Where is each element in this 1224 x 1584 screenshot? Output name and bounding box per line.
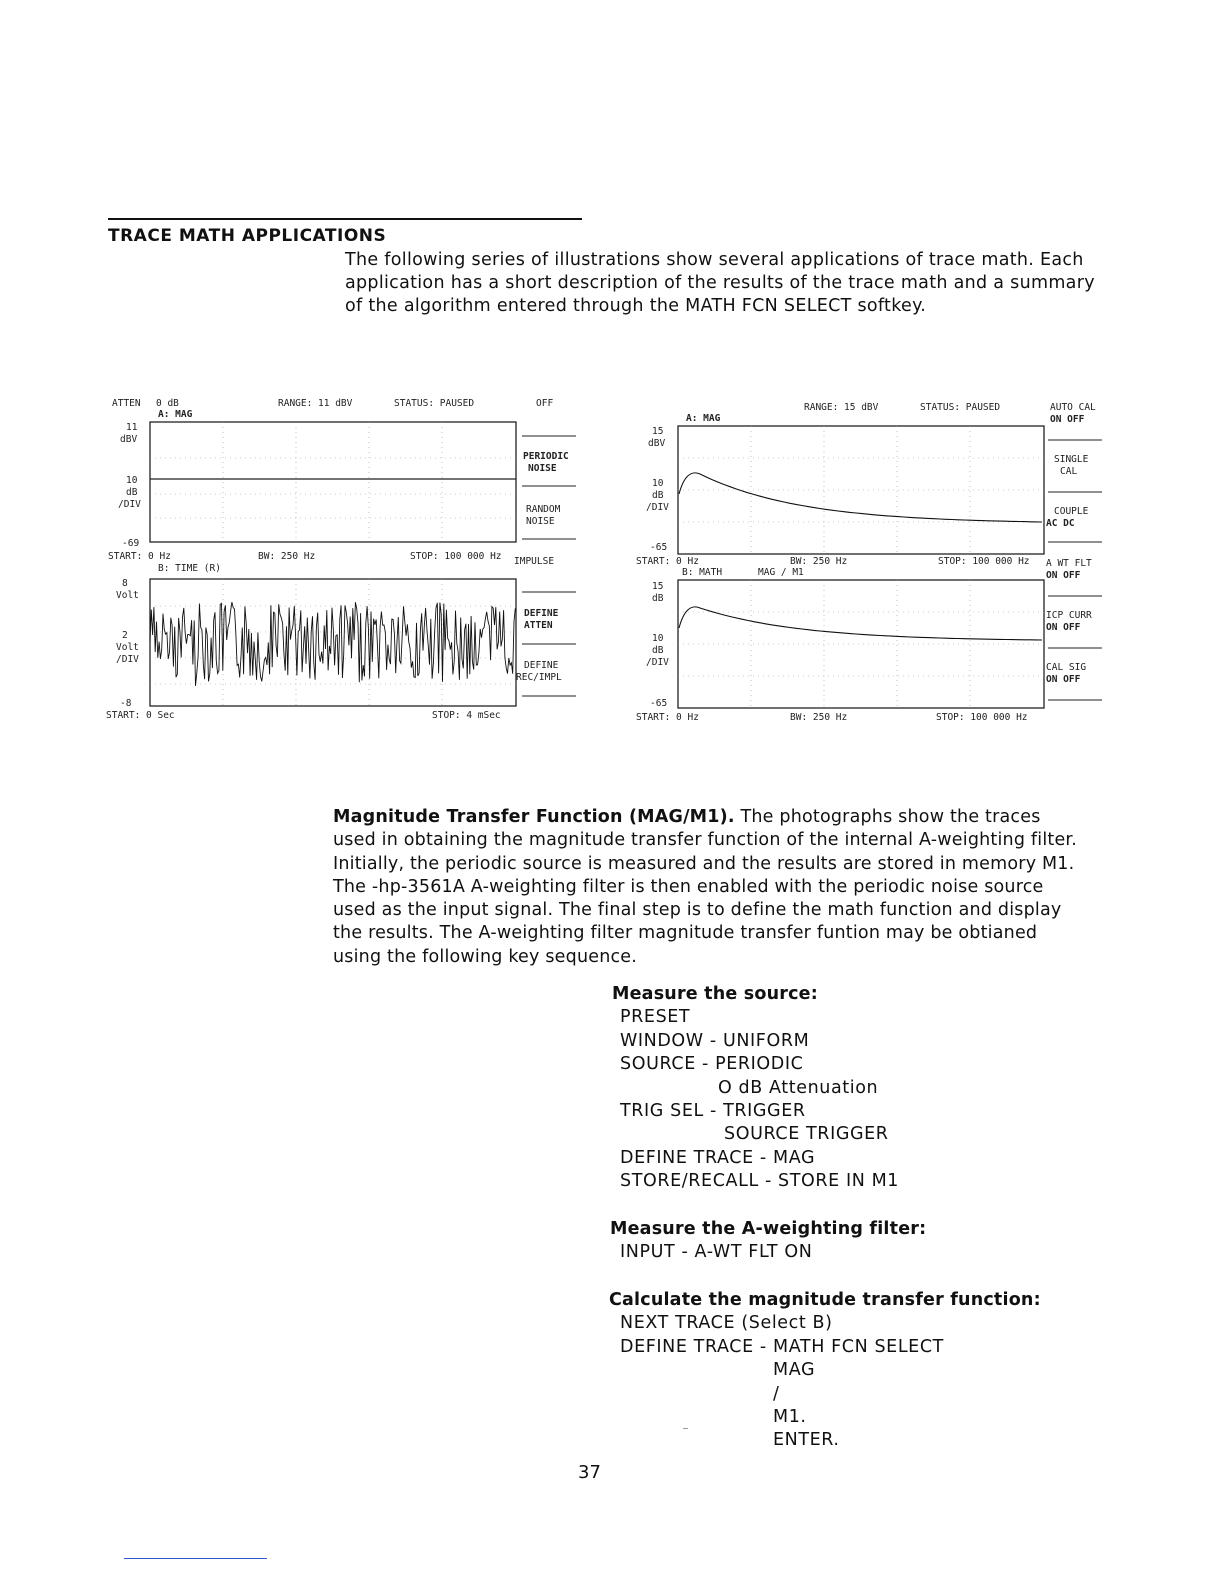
description-paragraph (333, 806, 1078, 969)
step-measure-source-title: Measure the source: (612, 984, 818, 1004)
right-a-div-value: 10 (652, 478, 664, 489)
key-line: NEXT TRACE (Select B) (620, 1313, 833, 1334)
right-trace-b-label: B: MATH (682, 567, 723, 578)
right-b-div-unit1: dB (652, 645, 664, 656)
softkey-random-noise-line1[interactable]: RANDOM (526, 504, 561, 515)
left-a-div-unit1: dB (126, 487, 138, 498)
right-b-top-unit: dB (652, 593, 664, 604)
key-line: ENTER. (773, 1430, 840, 1451)
softkey-cal-sig[interactable]: CAL SIG (1046, 662, 1087, 673)
scan-mark (683, 1428, 688, 1429)
softkey-a-wt-flt-state[interactable]: ON OFF (1046, 570, 1081, 581)
step-measure-source (612, 983, 899, 1194)
key-line: / (773, 1383, 780, 1404)
key-line: MAG (773, 1360, 816, 1381)
right-b-bw: BW: 250 Hz (790, 712, 848, 723)
softkey-random-noise-line2[interactable]: NOISE (526, 516, 555, 527)
left-b-start: START: 0 Sec (106, 710, 175, 721)
left-status: STATUS: PAUSED (394, 398, 475, 409)
softkey-couple[interactable]: COUPLE (1054, 506, 1089, 517)
step-calculate-title: Calculate the magnitude transfer function: (609, 1290, 1041, 1310)
left-a-bw: BW: 250 Hz (258, 551, 316, 562)
left-a-top-value: 11 (126, 422, 138, 433)
key-line: INPUT - A-WT FLT ON (620, 1242, 813, 1263)
right-b-bottom: -65 (650, 698, 668, 709)
left-noise-trace (150, 602, 515, 686)
analyzer-screen-right (632, 400, 1102, 730)
softkey-impulse[interactable]: IMPULSE (514, 556, 555, 567)
analyzer-screen-left (106, 396, 576, 726)
key-line: SOURCE TRIGGER (724, 1124, 889, 1145)
left-trace-a-label: A: MAG (158, 409, 193, 420)
left-a-stop: STOP: 100 000 Hz (410, 551, 502, 562)
key-line: TRIG SEL - TRIGGER (620, 1101, 806, 1122)
right-screen-graphics (632, 400, 1102, 730)
description-title: Magnitude Transfer Function (MAG/M1). (333, 807, 735, 827)
left-b-div-unit2: /DIV (116, 654, 139, 665)
key-line: WINDOW - UNIFORM (620, 1030, 810, 1051)
softkey-a-wt-flt[interactable]: A WT FLT (1046, 558, 1092, 569)
right-trace-a-label: A: MAG (686, 413, 721, 424)
softkey-define-rec-impl-line2[interactable]: REC/IMPL (516, 672, 562, 683)
right-a-top-value: 15 (652, 426, 664, 437)
right-trace-b-box (678, 580, 1044, 708)
left-a-div-value: 10 (126, 475, 138, 486)
left-range: RANGE: 11 dBV (278, 398, 353, 409)
description-text: The photographs show the traces used in obtaining the magnitude transfer function of the internal A-weighting filter. Initially, the periodic source is measured and the results are stored in memory M1. The -hp-3561A A-weighting filter is then enabled with the periodic noise source used as the input signal. The final step is to define the math function and display the results. The A-weighting filter magnitude transfer funtion may be obtianed using the following key sequence. (333, 807, 1077, 967)
key-line: M1. (773, 1407, 807, 1428)
left-trace-b-label: B: TIME (R) (158, 563, 221, 574)
right-range: RANGE: 15 dBV (804, 402, 879, 413)
left-a-bottom: -69 (122, 538, 140, 549)
softkey-icp-curr-state[interactable]: ON OFF (1046, 622, 1081, 633)
key-line: DEFINE TRACE - MATH FCN SELECT (620, 1336, 944, 1357)
left-atten-value: 0 dB (156, 398, 179, 409)
right-status: STATUS: PAUSED (920, 402, 1001, 413)
right-a-top-unit: dBV (648, 438, 666, 449)
right-trace-b-function: MAG / M1 (758, 567, 804, 578)
section-title: TRACE MATH APPLICATIONS (108, 226, 387, 246)
softkey-couple-state[interactable]: AC DC (1046, 518, 1075, 529)
softkey-periodic-noise-line2[interactable]: NOISE (528, 463, 557, 474)
left-screen-graphics (106, 396, 576, 726)
right-b-div-unit2: /DIV (646, 657, 669, 668)
right-a-stop: STOP: 100 000 Hz (938, 556, 1030, 567)
softkey-single-cal-line2[interactable]: CAL (1060, 466, 1078, 477)
left-a-div-unit2: /DIV (118, 499, 141, 510)
left-a-start: START: 0 Hz (108, 551, 171, 562)
softkey-single-cal-line1[interactable]: SINGLE (1054, 454, 1089, 465)
right-b-start: START: 0 Hz (636, 712, 699, 723)
softkey-cal-sig-state[interactable]: ON OFF (1046, 674, 1081, 685)
softkey-define-rec-impl-line1[interactable]: DEFINE (524, 660, 559, 671)
softkey-auto-cal[interactable]: AUTO CAL (1050, 402, 1096, 413)
intro-paragraph: The following series of illustrations show several applications of trace math. Each application has a short description of the results of the trace math and a summary of the algorithm entered through the MATH FCN SELECT softkey. (345, 250, 1095, 316)
softkey-define-atten-line2[interactable]: ATTEN (524, 620, 553, 631)
softkey-auto-cal-state[interactable]: ON OFF (1050, 414, 1085, 425)
step-calculate (609, 1289, 1041, 1453)
left-b-top-value: 8 (122, 578, 128, 589)
right-a-start: START: 0 Hz (636, 556, 699, 567)
right-a-bw: BW: 250 Hz (790, 556, 848, 567)
left-off-label: OFF (536, 398, 554, 409)
left-atten-label: ATTEN (112, 398, 141, 409)
right-gridlines (678, 426, 1044, 708)
key-line: DEFINE TRACE - MAG (620, 1147, 816, 1168)
left-b-top-unit: Volt (116, 590, 139, 601)
right-b-top-value: 15 (652, 581, 664, 592)
left-b-bottom: -8 (120, 698, 132, 709)
step-measure-filter (610, 1218, 926, 1265)
right-b-stop: STOP: 100 000 Hz (936, 712, 1028, 723)
left-b-div-value: 2 (122, 630, 128, 641)
step-measure-filter-title: Measure the A-weighting filter: (610, 1219, 927, 1239)
right-a-div-unit2: /DIV (646, 502, 669, 513)
right-a-div-unit1: dB (652, 490, 664, 501)
section-rule (108, 218, 582, 220)
left-a-top-unit: dBV (120, 434, 138, 445)
softkey-define-atten-line1[interactable]: DEFINE (524, 608, 559, 619)
right-trace-a-curve (679, 473, 1042, 522)
key-line: SOURCE - PERIODIC (620, 1054, 804, 1075)
key-line: O dB Attenuation (718, 1077, 879, 1098)
key-line: PRESET (620, 1007, 691, 1028)
right-trace-a-box (678, 426, 1044, 554)
page-number: 37 (578, 1462, 601, 1483)
key-line: STORE/RECALL - STORE IN M1 (620, 1171, 900, 1192)
softkey-icp-curr[interactable]: ICP CURR (1046, 610, 1092, 621)
left-b-div-unit1: Volt (116, 642, 139, 653)
softkey-periodic-noise-line1[interactable]: PERIODIC (523, 451, 569, 462)
footnote-rule (124, 1558, 267, 1559)
left-trace-a-box (150, 422, 516, 542)
right-b-div-value: 10 (652, 633, 664, 644)
left-b-stop: STOP: 4 mSec (432, 710, 501, 721)
right-a-bottom: -65 (650, 542, 668, 553)
